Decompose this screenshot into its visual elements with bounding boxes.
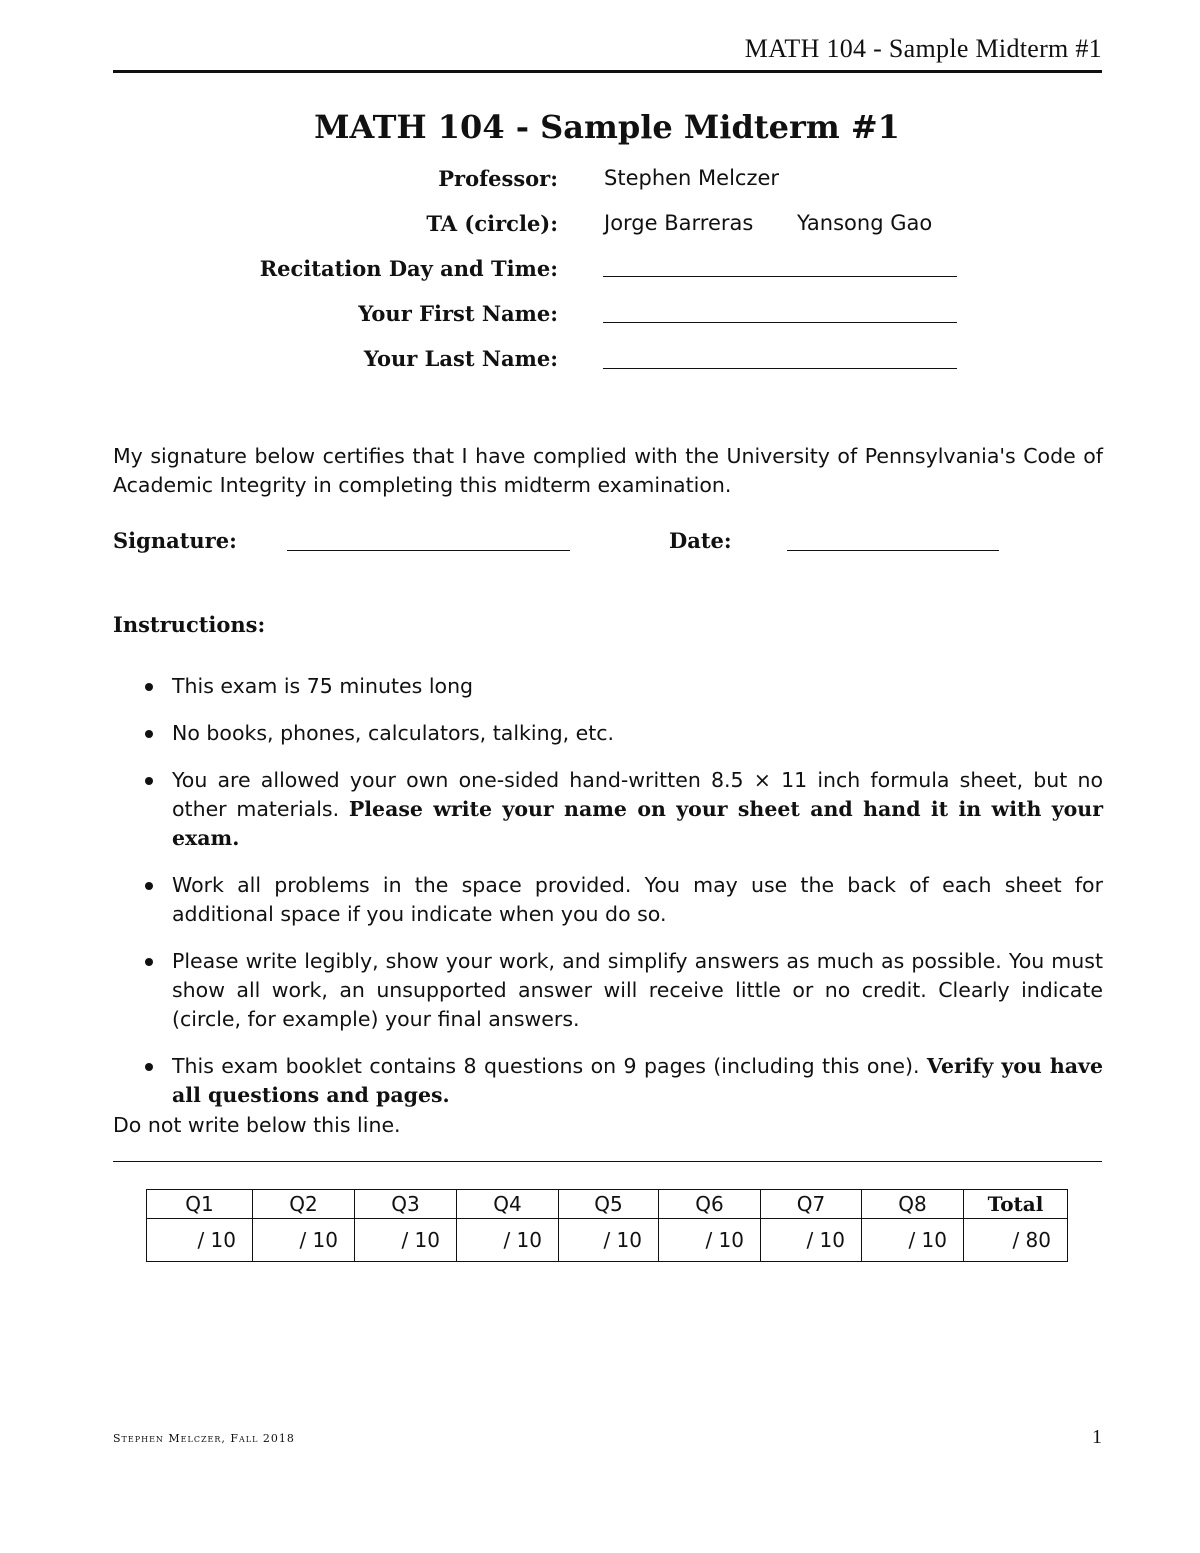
recitation-field[interactable] [603,276,957,277]
page-number: 1 [1092,1426,1102,1448]
grade-score-row [147,1219,1068,1262]
instruction-text: This exam booklet contains 8 questions on 9 pages (including this one). [172,1054,920,1078]
instruction-text: You are allowed your own one-sided hand-written 8.5 × 11 inch formula sheet, but no other materials. [172,768,1103,821]
bullet-icon [145,683,153,691]
grade-cell[interactable]: / 10 [457,1219,559,1262]
grade-header: Q7 [761,1190,862,1219]
do-not-write-note: Do not write below this line. [113,1113,401,1137]
instructions-heading: Instructions: [113,612,266,637]
grade-cell[interactable]: / 10 [659,1219,761,1262]
grade-cell[interactable]: / 10 [355,1219,457,1262]
grade-table [146,1189,1068,1262]
grade-header: Q8 [862,1190,964,1219]
bullet-icon [145,882,153,890]
running-header-title: MATH 104 - Sample Midterm #1 [744,34,1102,63]
instruction-item [145,947,1103,1034]
date-label: Date: [669,528,732,553]
bullet-icon [145,958,153,966]
certification-statement: My signature below certifies that I have complied with the University of Pennsylvania's Code of Academic Integrity in completing this midterm examination. [113,444,1103,497]
grade-header: Q3 [355,1190,457,1219]
first-name-field[interactable] [603,322,957,323]
professor-label: Professor: [438,166,558,191]
last-name-label: Your Last Name: [363,346,558,371]
instruction-emphasis: Verify you have all questions and pages. [172,1054,1103,1107]
first-name-label: Your First Name: [358,301,558,326]
grade-cell[interactable]: / 10 [147,1219,253,1262]
instruction-text: This exam is 75 minutes long [172,674,474,698]
bullet-icon [145,1063,153,1071]
instruction-text: No books, phones, calculators, talking, etc. [172,721,615,745]
ta-option-1[interactable]: Jorge Barreras [604,211,754,235]
instruction-emphasis: Please write your name on your sheet and hand it in with your exam. [172,797,1103,850]
signature-label: Signature: [113,528,237,553]
grade-cell[interactable]: / 10 [253,1219,355,1262]
grade-cell-total[interactable]: / 80 [964,1219,1068,1262]
grade-header-row [147,1190,1068,1219]
grade-cell[interactable]: / 10 [761,1219,862,1262]
grade-header: Q4 [457,1190,559,1219]
header-rule [113,70,1102,73]
last-name-field[interactable] [603,368,957,369]
ta-label: TA (circle): [426,211,558,236]
date-field[interactable] [787,550,999,551]
divider-rule [113,1161,1102,1162]
instruction-text: Please write legibly, show your work, and simplify answers as much as possible. You must show all work, an unsupported answer will receive little or no credit. Clearly indicate (circle, for example) your final answers. [172,949,1103,1031]
instruction-item [145,672,1103,701]
grade-header: Q2 [253,1190,355,1219]
instruction-item [145,719,1103,748]
ta-option-2[interactable]: Yansong Gao [797,211,933,235]
grade-header-total: Total [964,1190,1068,1219]
instruction-item [145,1052,1103,1110]
instruction-item [145,766,1103,853]
bullet-icon [145,777,153,785]
grade-header: Q5 [559,1190,659,1219]
instruction-text: Work all problems in the space provided. You may use the back of each sheet for additional space if you indicate when you do so. [172,873,1103,926]
footer-author: Stephen Melczer, Fall 2018 [113,1432,295,1445]
grade-header: Q1 [147,1190,253,1219]
bullet-icon [145,730,153,738]
signature-field[interactable] [287,550,570,551]
grade-header: Q6 [659,1190,761,1219]
instructions-list [145,672,1103,1128]
grade-cell[interactable]: / 10 [862,1219,964,1262]
recitation-label: Recitation Day and Time: [259,256,558,281]
page-title: MATH 104 - Sample Midterm #1 [314,108,900,146]
grade-cell[interactable]: / 10 [559,1219,659,1262]
instruction-item [145,871,1103,929]
professor-name: Stephen Melczer [604,166,780,190]
